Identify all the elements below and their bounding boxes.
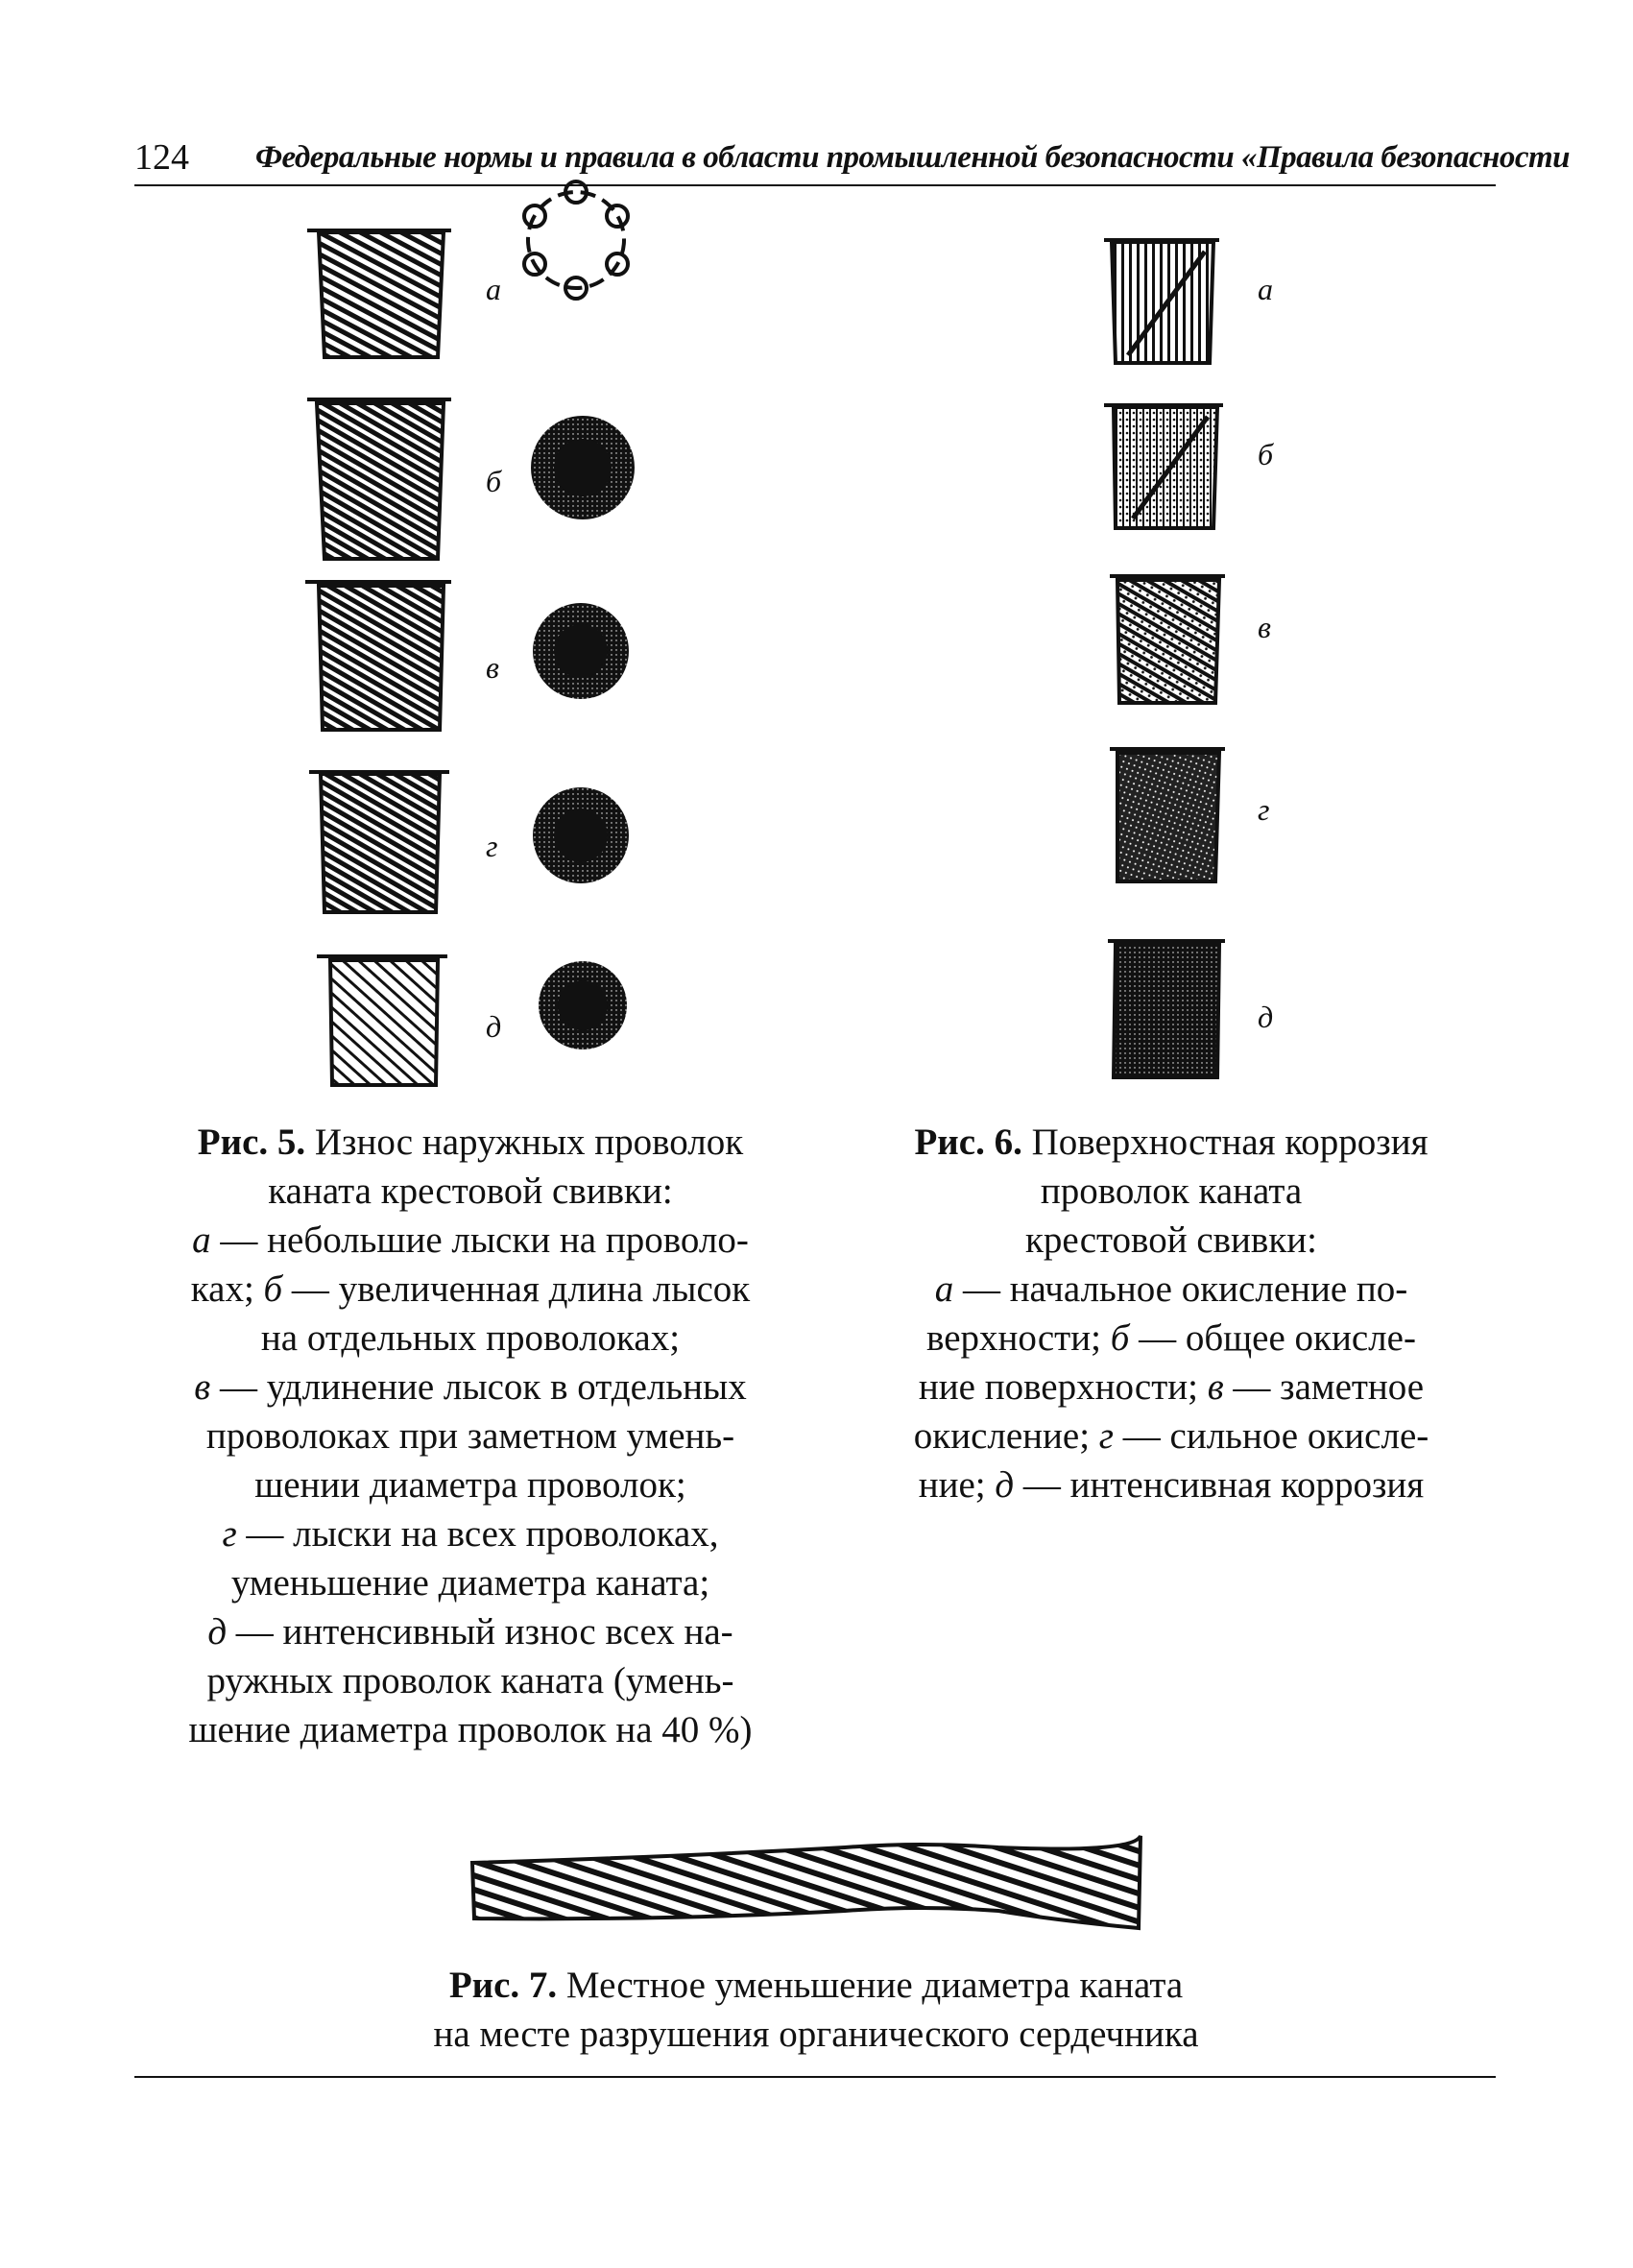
fig6-caption-line: ние;	[918, 1464, 996, 1506]
fig5-caption-line: — небольшие лыски на проволо-	[210, 1219, 749, 1261]
fig5-rope-d	[317, 956, 447, 1085]
fig5-rope-v	[305, 582, 451, 730]
fig6-caption-letter: а	[934, 1268, 954, 1310]
fig5-caption-line: уменьшение диаметра каната;	[230, 1562, 710, 1604]
fig6-caption-letter: д	[995, 1464, 1015, 1506]
fig6-rope-b	[1104, 405, 1223, 528]
fig6-label-d: д	[1258, 1000, 1274, 1034]
fig6-caption-line: — заметное	[1223, 1366, 1425, 1408]
fig6-label-g: г	[1258, 792, 1270, 827]
fig5-caption-line: проволоках при заметном умень-	[205, 1415, 735, 1457]
fig6-label-v: в	[1258, 610, 1271, 644]
page-number: 124	[134, 137, 189, 178]
fig5-caption-line: Износ наружных проволок	[305, 1122, 744, 1163]
fig5-caption-line: шении диаметра проволок;	[254, 1464, 686, 1506]
fig6-caption-line: крестовой свивки:	[1024, 1219, 1317, 1261]
fig6-rope-g	[1110, 749, 1225, 881]
fig5-caption-letter: б	[263, 1268, 283, 1310]
fig6-caption-line: — общее окисле-	[1129, 1317, 1416, 1359]
fig5-caption-line: — удлинение лысок в отдельных	[210, 1366, 747, 1408]
fig5-section-a	[524, 181, 628, 299]
fig6-rope-d	[1108, 941, 1225, 1077]
fig6-caption-line: окисление;	[913, 1415, 1099, 1457]
fig5-caption-line: — лыски на всех проволоках,	[236, 1513, 719, 1555]
fig7-caption	[230, 1961, 1402, 2059]
fig5-section-d	[539, 961, 627, 1050]
fig6-caption-line: верхности;	[926, 1317, 1111, 1359]
fig5-rope-a	[307, 230, 451, 357]
fig5-caption-line: на отдельных проволоках;	[260, 1317, 681, 1359]
fig5-caption-line: каната крестовой свивки:	[268, 1170, 673, 1212]
fig6-caption-line: ние поверхности;	[918, 1366, 1208, 1408]
fig5-label-d: д	[486, 1009, 502, 1044]
fig6-rope-a	[1104, 240, 1219, 363]
fig6-caption-label: Рис. 6.	[914, 1122, 1022, 1163]
fig6-caption-line: Поверхностная коррозия	[1021, 1122, 1429, 1163]
fig5-rope-g	[309, 772, 449, 912]
fig5-caption-line: — увеличенная длина лысок	[282, 1268, 751, 1310]
fig5-caption-letter: в	[194, 1366, 211, 1408]
fig6-caption-line: — начальное окисление по-	[953, 1268, 1408, 1310]
fig5-caption-line: — интенсивный износ всех на-	[227, 1611, 733, 1653]
fig5-section-g	[533, 787, 629, 883]
fig5-caption-line: шение диаметра проволок на 40 %)	[188, 1709, 753, 1750]
fig5-caption-letter: а	[192, 1219, 211, 1261]
fig5-label-v: в	[486, 650, 499, 685]
fig5-rope-b	[307, 399, 451, 559]
fig6-rope-v	[1110, 576, 1225, 703]
fig7-rope	[472, 1836, 1141, 1928]
fig6-label-a: а	[1258, 272, 1273, 306]
fig5-section-b	[531, 416, 635, 519]
fig6-label-b: б	[1258, 437, 1274, 471]
fig7-caption-line: на месте разрушения органического сердечника	[433, 2014, 1199, 2055]
bottom-rule	[134, 2076, 1496, 2078]
fig6-caption-letter: г	[1098, 1415, 1115, 1457]
fig6-caption-letter: в	[1207, 1366, 1224, 1408]
fig5-caption-line: ках;	[190, 1268, 264, 1310]
fig5-caption	[134, 1118, 806, 1754]
fig5-label-b: б	[486, 464, 502, 498]
fig5-label-a: а	[486, 272, 501, 306]
fig6-caption-line: — интенсивная коррозия	[1014, 1464, 1425, 1506]
fig6-caption-line: — сильное окисле-	[1114, 1415, 1429, 1457]
fig6-caption	[845, 1118, 1498, 1509]
fig5-caption-line: ружных проволок каната (умень-	[206, 1660, 734, 1701]
running-title: Федеральные нормы и правила в области промышленной безопасности «Правила безопасности	[255, 140, 1571, 175]
fig5-caption-label: Рис. 5.	[197, 1122, 306, 1163]
fig5-label-g: г	[486, 829, 498, 863]
fig5-caption-letter: г	[222, 1513, 237, 1555]
fig5-section-v	[533, 603, 629, 699]
fig6-caption-letter: б	[1110, 1317, 1130, 1359]
fig5-caption-letter: д	[207, 1611, 228, 1653]
fig7-caption-line: Местное уменьшение диаметра каната	[557, 1965, 1184, 2006]
fig7-caption-label: Рис. 7.	[448, 1965, 558, 2006]
fig6-caption-line: проволок каната	[1040, 1170, 1303, 1212]
